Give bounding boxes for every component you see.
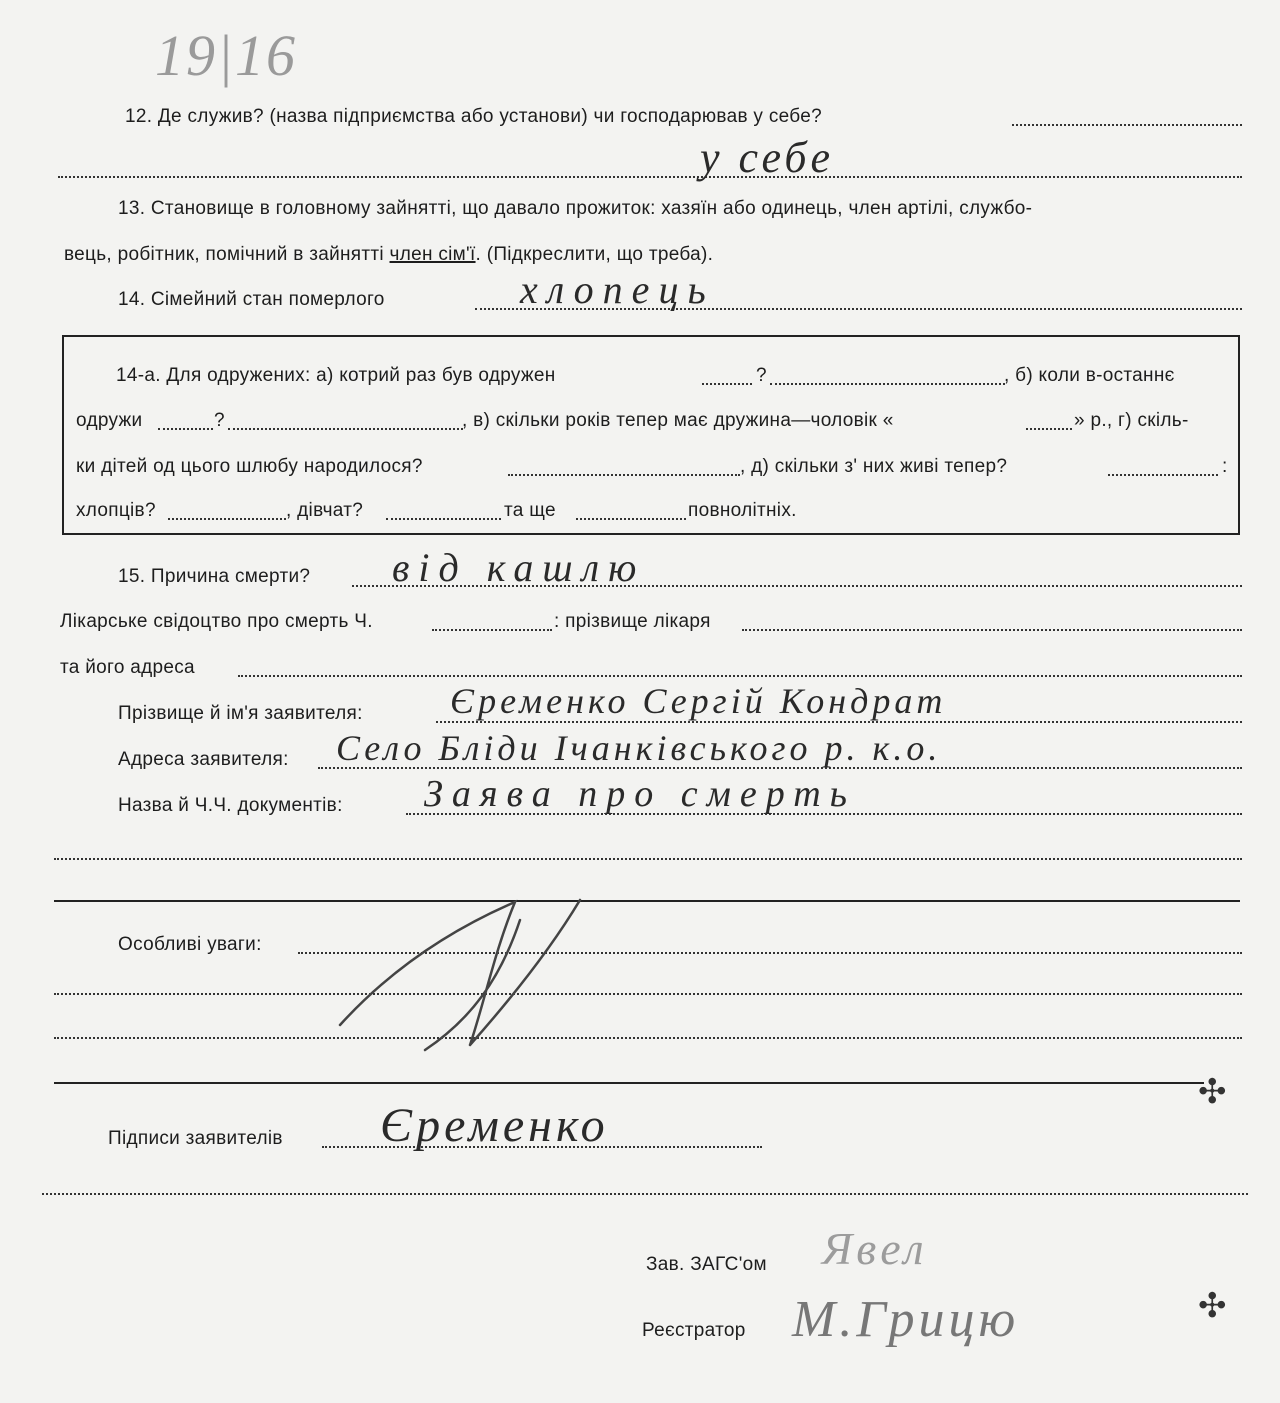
doctor-cert-number-line bbox=[432, 629, 552, 631]
remarks-line-2 bbox=[54, 993, 1242, 995]
remarks-label: Особливі уваги: bbox=[118, 934, 262, 955]
registrar-label: Реєстратор bbox=[642, 1320, 746, 1341]
q15-label: 15. Причина смерти? bbox=[118, 566, 311, 587]
q14a-line2-c: » р., г) скіль- bbox=[1074, 410, 1189, 431]
q14a-line4-c: та ще bbox=[504, 500, 556, 521]
q14a-line3-b: , д) скільки з' них живі тепер? bbox=[740, 456, 1008, 477]
ink-blot-mark: ✣ bbox=[1198, 1073, 1227, 1111]
applicant-name-label: Прізвище й ім'я заявителя: bbox=[118, 703, 363, 724]
applicant-name-value: Єременко Сергій Кондрат bbox=[450, 681, 947, 721]
q14a-line1-a: 14-а. Для одружених: а) котрий раз був одружен bbox=[116, 365, 556, 386]
applicants-signature: Єременко bbox=[380, 1099, 609, 1152]
q14-answer: хлопець bbox=[520, 267, 715, 312]
q14a-line3-a: ки дітей од цього шлюбу народилося? bbox=[76, 456, 423, 477]
section-divider-2 bbox=[54, 1082, 1204, 1084]
applicant-address-value: Село Бліди Ічанківського р. к.о. bbox=[336, 728, 942, 768]
q14a-line1 bbox=[116, 365, 556, 387]
corner-note: 19|16 bbox=[155, 23, 297, 88]
q13-underlined-choice: член сім'ї bbox=[389, 244, 476, 265]
applicants-signature-label: Підписи заявителів bbox=[108, 1128, 283, 1149]
doctor-name-line bbox=[742, 629, 1242, 631]
q12-answer-line bbox=[58, 176, 1242, 178]
q14a-children-born-line bbox=[508, 474, 740, 476]
head-of-registry-signature: Явел bbox=[822, 1223, 928, 1274]
q13-line2-a: вець, робітник, помічний в зайнятті bbox=[64, 244, 384, 265]
documents-line-2 bbox=[54, 858, 1242, 860]
q14a-boys-line bbox=[168, 518, 286, 520]
ink-blot-mark-2: ✣ bbox=[1198, 1287, 1227, 1325]
q14a-last-married-line bbox=[158, 428, 213, 430]
q14a-line1-b: , б) коли в-останнє bbox=[1004, 365, 1175, 386]
q13-line1: 13. Становище в головному зайнятті, що давало прожиток: хазяїн або одинець, член артілі, службо- bbox=[118, 198, 1033, 219]
q14a-times-married-line bbox=[702, 383, 752, 385]
documents-label: Назва й Ч.Ч. документів: bbox=[118, 795, 343, 816]
q14a-spouse-age-line bbox=[1026, 428, 1072, 430]
q14a-line3-c: : bbox=[1222, 456, 1228, 477]
q12-fill-line bbox=[1012, 124, 1242, 126]
q14a-last-married-line-2 bbox=[228, 428, 463, 430]
doctor-cert-label: Лікарське свідоцтво про смерть Ч. bbox=[60, 611, 373, 632]
q14a-girls-line bbox=[386, 518, 501, 520]
q14a-adults-line bbox=[576, 518, 686, 520]
q14a-line4-a: хлопців? bbox=[76, 500, 156, 521]
q14a-times-married-line-2 bbox=[770, 383, 1005, 385]
documents-value: Заява про смерть bbox=[424, 773, 856, 815]
remarks-line-3 bbox=[54, 1037, 1242, 1039]
doctor-address-label: та його адреса bbox=[60, 657, 195, 678]
q14-label: 14. Сімейний стан померлого bbox=[118, 289, 385, 310]
section-divider-1 bbox=[54, 900, 1240, 902]
q14a-line2-b: , в) скільки років тепер має дружина—чоловік « bbox=[462, 410, 894, 431]
q14a-line4-d: повнолітніх. bbox=[688, 500, 797, 521]
q13-line2 bbox=[64, 244, 713, 266]
applicant-address-label: Адреса заявителя: bbox=[118, 749, 289, 770]
q13-line2-b: . (Підкреслити, що треба). bbox=[475, 244, 714, 265]
q14a-line2-q: ? bbox=[214, 410, 225, 431]
q12-label: 12. Де служив? (назва підприємства або установи) чи господарював у себе? bbox=[125, 106, 822, 127]
cancellation-stroke-mark bbox=[320, 890, 620, 1060]
doctor-address-line bbox=[238, 675, 1242, 677]
q14a-line1-q: ? bbox=[756, 365, 767, 386]
q12-answer: у себе bbox=[700, 133, 835, 182]
head-of-registry-label: Зав. ЗАГС'ом bbox=[646, 1254, 767, 1275]
q15-answer: від кашлю bbox=[392, 545, 646, 590]
registrar-signature: М.Грицю bbox=[792, 1291, 1020, 1348]
q14a-line4-b: , дівчат? bbox=[286, 500, 364, 521]
q14a-line2-a: одружи bbox=[76, 410, 143, 431]
applicants-signature-line-2 bbox=[42, 1193, 1248, 1195]
q14a-children-alive-line bbox=[1108, 474, 1218, 476]
doctor-name-label: : прізвище лікаря bbox=[554, 611, 711, 632]
